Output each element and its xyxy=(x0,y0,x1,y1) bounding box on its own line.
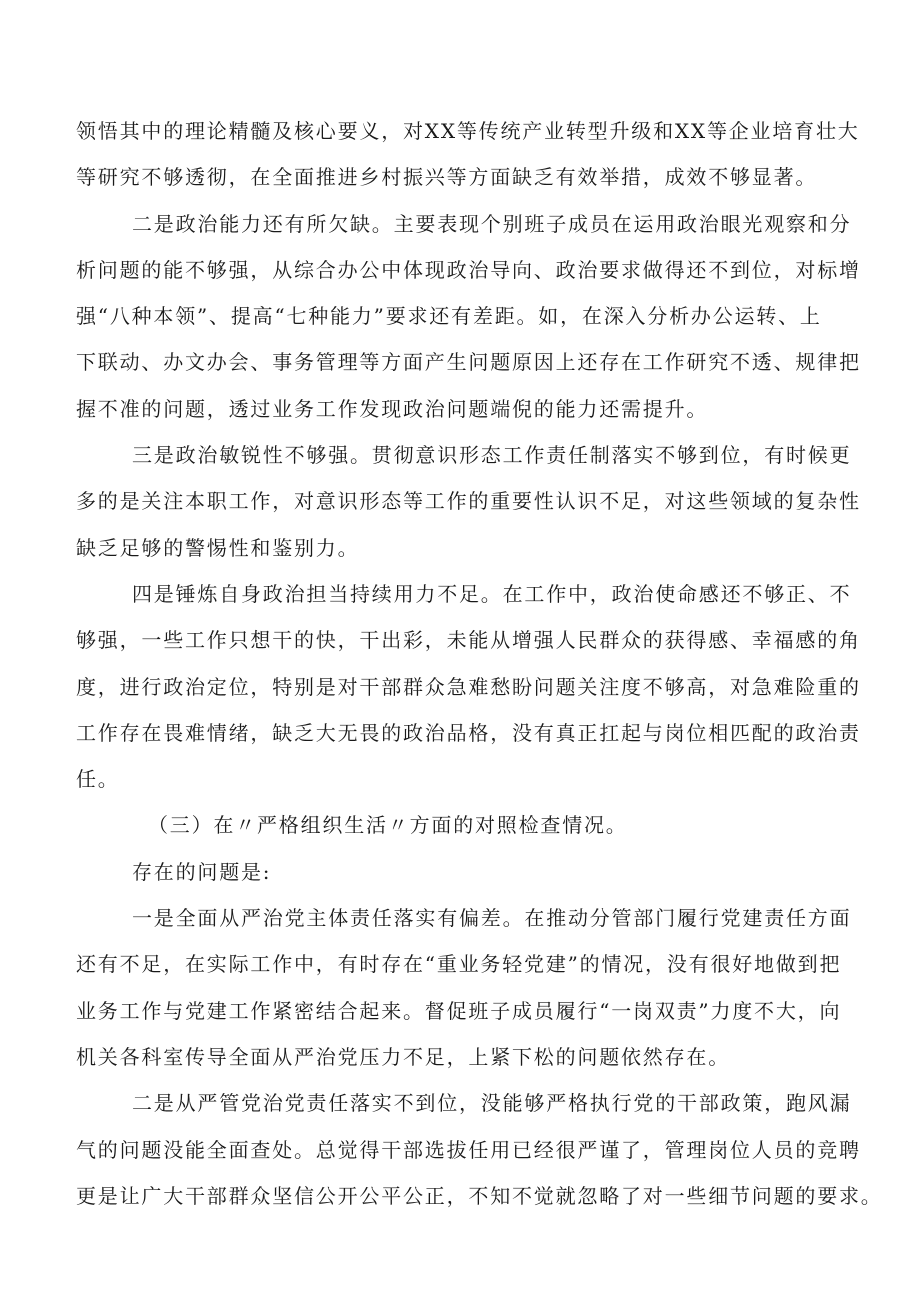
text-line: 领悟其中的理论精髓及核心要义，对XX等传统产业转型升级和XX等企业培育壮大 xyxy=(76,119,860,143)
text-line: 机关各科室传导全面从严治党压力不足，上紧下松的问题依然存在。 xyxy=(76,1044,730,1069)
text-line: 气的问题没能全面查处。总觉得干部选拔任用已经很严谨了，管理岗位人员的竞聘 xyxy=(76,1137,861,1162)
text-line: 度，进行政治定位，特别是对干部群众急难愁盼问题关注度不够高，对急难险重的 xyxy=(76,674,861,699)
document-body xyxy=(76,108,883,1219)
text-line: 缺乏足够的警惕性和鉴别力。 xyxy=(76,535,360,560)
text-line: 一是全面从严治党主体责任落实有偏差。在推动分管部门履行党建责任方面 xyxy=(132,906,852,931)
text-line: 任。 xyxy=(76,767,120,792)
text-line: 工作存在畏难情绪，缺乏大无畏的政治品格，没有真正扛起与岗位相匹配的政治责 xyxy=(76,720,861,745)
text-line: 二是从严管党治党责任落实不到位，没能够严格执行党的干部政策，跑风漏 xyxy=(132,1091,852,1116)
text-line: 等研究不够透彻，在全面推进乡村振兴等方面缺乏有效举措，成效不够显著。 xyxy=(76,165,818,190)
text-line: 业务工作与党建工作紧密结合起来。督促班子成员履行“一岗双责”力度不大，向 xyxy=(76,998,842,1023)
section-heading: （三）在〃严格组织生活〃方面的对照检查情况。 xyxy=(148,813,628,838)
text-line: 二是政治能力还有所欠缺。主要表现个别班子成员在运用政治眼光观察和分 xyxy=(132,211,852,236)
text-line: 三是政治敏锐性不够强。贯彻意识形态工作责任制落实不够到位，有时候更 xyxy=(132,443,852,468)
text-line: 析问题的能不够强，从综合办公中体现政治导向、政治要求做得还不到位，对标增 xyxy=(76,257,861,282)
text-line: 还有不足，在实际工作中，有时存在“重业务轻党建”的情况，没有很好地做到把 xyxy=(76,952,842,977)
text-line: 握不准的问题，透过业务工作发现政治问题端倪的能力还需提升。 xyxy=(76,396,709,421)
text-line: 四是锤炼自身政治担当持续用力不足。在工作中，政治使命感还不够正、不 xyxy=(132,581,852,606)
text-line: 存在的问题是: xyxy=(132,859,272,884)
text-line: 强“八种本领”、提高“七种能力”要求还有差距。如，在深入分析办公运转、上 xyxy=(76,304,822,329)
text-line: 够强，一些工作只想干的快，干出彩，未能从增强人民群众的获得感、幸福感的角 xyxy=(76,628,861,653)
text-line: 多的是关注本职工作，对意识形态等工作的重要性认识不足，对这些领域的复杂性 xyxy=(76,489,861,514)
text-line: 下联动、办文办会、事务管理等方面产生问题原因上还存在工作研究不透、规律把 xyxy=(76,350,861,375)
text-line: 更是让广大干部群众坚信公开公平公正，不知不觉就忽略了对一些细节问题的要求。 xyxy=(76,1183,883,1208)
